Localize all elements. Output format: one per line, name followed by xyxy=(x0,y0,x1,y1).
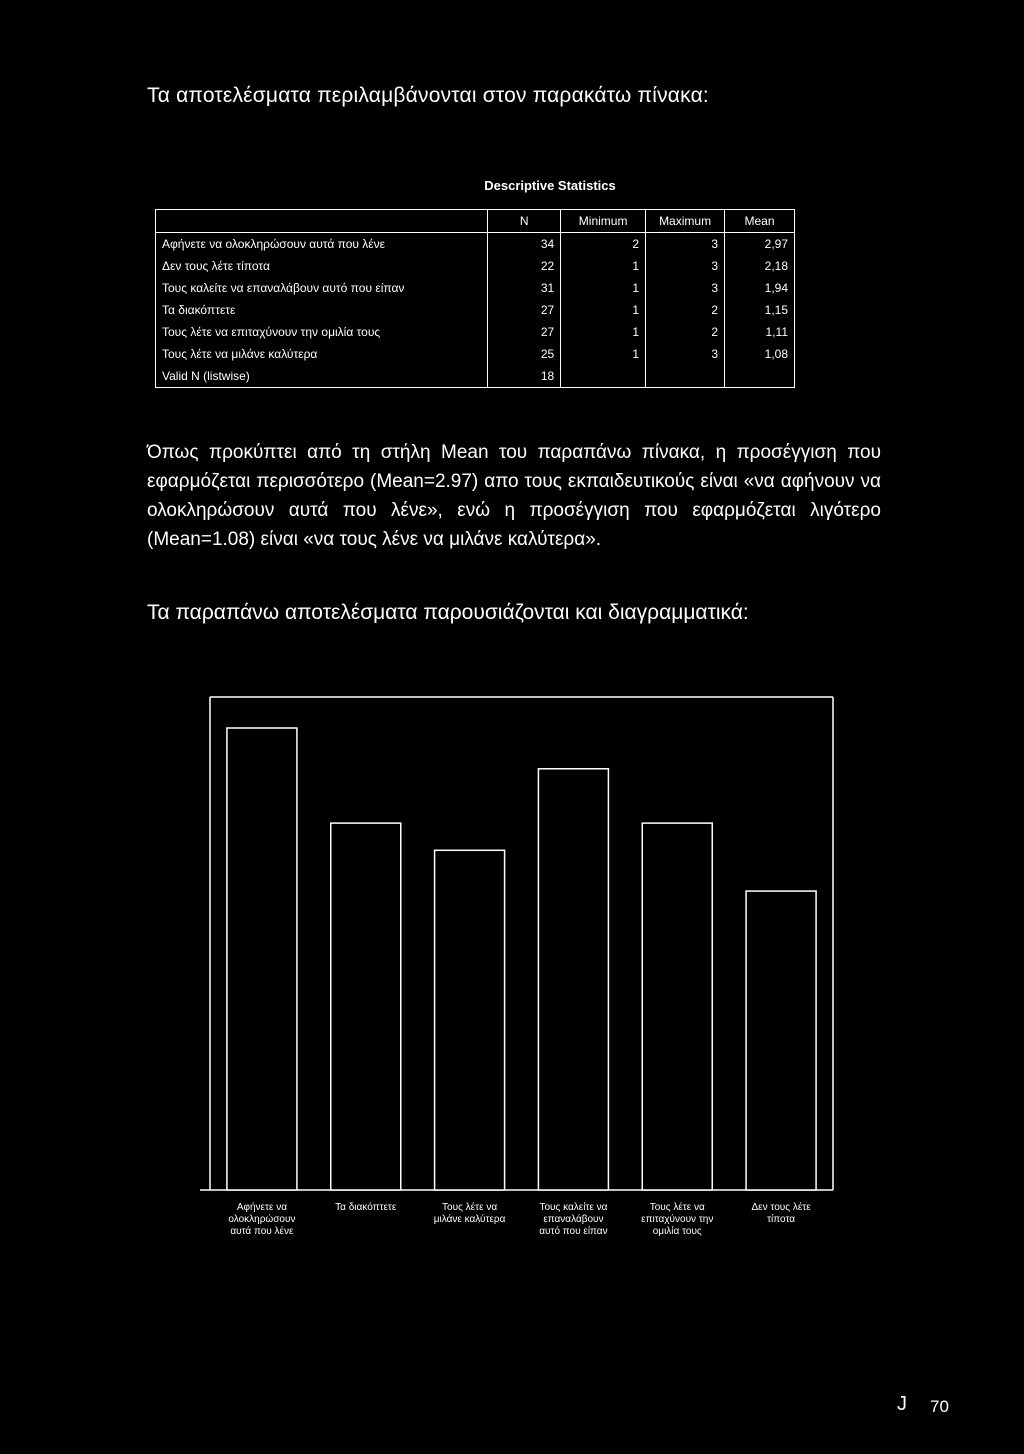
category-label: Τα διακόπτετε xyxy=(335,1202,397,1213)
bar xyxy=(746,891,816,1190)
table-caption: Descriptive Statistics xyxy=(484,178,616,193)
header-mean: Mean xyxy=(725,210,795,233)
cell-mean: 1,11 xyxy=(725,321,795,343)
cell-maximum: 3 xyxy=(646,255,725,277)
cell-mean: 1,08 xyxy=(725,343,795,365)
row-label: Τους καλείτε να επαναλάβουν αυτό που είπαν xyxy=(156,277,488,299)
cell-minimum: 1 xyxy=(561,255,646,277)
row-label: Τους λέτε να επιταχύνουν την ομιλία τους xyxy=(156,321,488,343)
cell-maximum: 2 xyxy=(646,299,725,321)
intro-text: Τα αποτελέσματα περιλαμβάνονται στον παρακάτω πίνακα: xyxy=(147,84,709,107)
category-label: Τους λέτε να επιταχύνουν την ομιλία τους xyxy=(641,1202,714,1237)
bar xyxy=(642,823,712,1190)
row-label: Αφήνετε να ολοκληρώσουν αυτά που λένε xyxy=(156,233,488,256)
cell-minimum: 1 xyxy=(561,277,646,299)
cell-maximum: 3 xyxy=(646,233,725,256)
cell-minimum: 1 xyxy=(561,321,646,343)
cell-n: 18 xyxy=(488,365,561,388)
cell-n: 31 xyxy=(488,277,561,299)
bar xyxy=(435,850,505,1190)
cell-n: 34 xyxy=(488,233,561,256)
cell-minimum: 1 xyxy=(561,299,646,321)
cell-n: 22 xyxy=(488,255,561,277)
category-label: Αφήνετε να ολοκληρώσουν αυτά που λένε xyxy=(228,1202,296,1237)
row-label: Τους λέτε να μιλάνε καλύτερα xyxy=(156,343,488,365)
analysis-text: Όπως προκύπτει από τη στήλη Mean του παραπάνω πίνακα, η προσέγγιση που εφαρμόζεται περισσότερο (Mean=2.97) απο τους εκπαιδευτικούς είναι «να αφήνουν να ολοκληρώσουν αυτά που λένε», ενώ η προσέγγιση που εφαρμόζεται λιγότερο (Mean=1.08) είναι «να τους λένε να μιλάνε καλύτερα». xyxy=(147,442,881,550)
row-label: Valid N (listwise) xyxy=(156,365,488,388)
cell-maximum: 2 xyxy=(646,321,725,343)
category-label: Τους λέτε να μιλάνε καλύτερα xyxy=(433,1202,506,1225)
cell-mean: 1,15 xyxy=(725,299,795,321)
cell-n: 27 xyxy=(488,321,561,343)
cell-n: 27 xyxy=(488,299,561,321)
header-minimum: Minimum xyxy=(561,210,646,233)
category-label: Δεν τους λέτε τίποτα xyxy=(751,1202,811,1225)
row-label: Τα διακόπτετε xyxy=(156,299,488,321)
cell-mean: 2,97 xyxy=(725,233,795,256)
cell-n: 25 xyxy=(488,343,561,365)
cell-maximum: 3 xyxy=(646,277,725,299)
category-label: Τους καλείτε να επαναλάβουν αυτό που είπαν xyxy=(539,1202,608,1237)
bar xyxy=(227,728,297,1190)
row-label: Δεν τους λέτε τίποτα xyxy=(156,255,488,277)
bar xyxy=(331,823,401,1190)
header-n: N xyxy=(488,210,561,233)
chart-heading: Τα παραπάνω αποτελέσματα παρουσιάζονται και διαγραμματικά: xyxy=(147,601,749,624)
cell-minimum: 2 xyxy=(561,233,646,256)
page-number: 70 xyxy=(930,1397,949,1416)
footer-mark: J xyxy=(897,1393,907,1415)
header-maximum: Maximum xyxy=(646,210,725,233)
cell-maximum: 3 xyxy=(646,343,725,365)
cell-mean: 1,94 xyxy=(725,277,795,299)
cell-mean: 2,18 xyxy=(725,255,795,277)
cell-minimum: 1 xyxy=(561,343,646,365)
bar xyxy=(538,769,608,1190)
